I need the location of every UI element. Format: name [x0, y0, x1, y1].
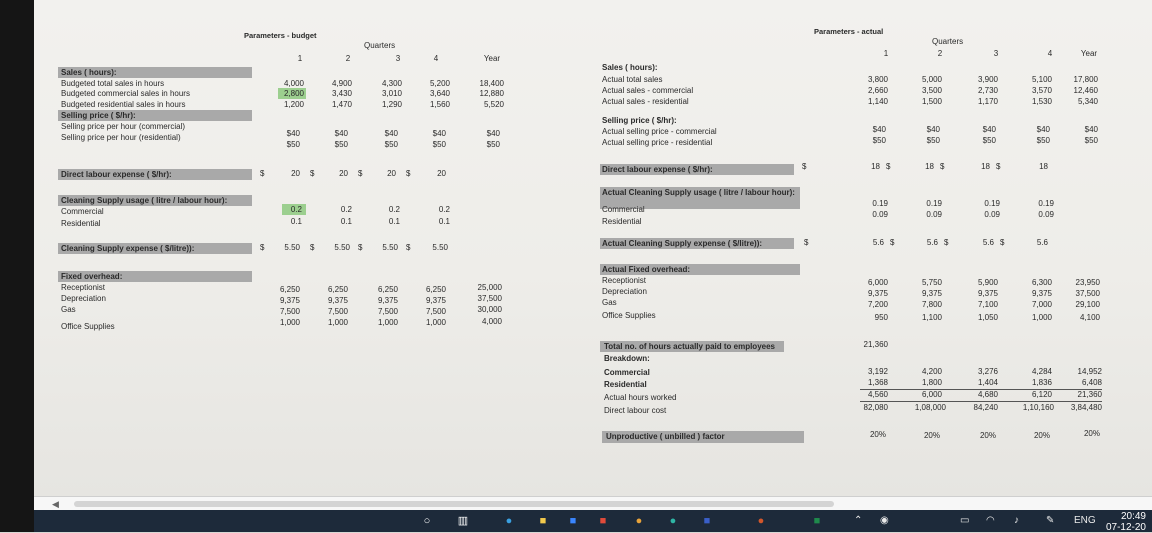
budget-cell[interactable]: 20: [387, 169, 396, 178]
budget-cell[interactable]: 3,010: [381, 89, 402, 98]
actual-cell[interactable]: $: [804, 238, 809, 247]
actual-cell[interactable]: 84,240: [973, 403, 998, 412]
actual-cell[interactable]: 9,375: [867, 289, 888, 298]
budget-cell[interactable]: $40: [486, 129, 500, 138]
actual-cell[interactable]: 3,900: [977, 75, 998, 84]
actual-row-label: Actual sales - commercial: [602, 86, 694, 95]
actual-cell[interactable]: 23,950: [1075, 278, 1100, 287]
budget-cell[interactable]: 0.1: [438, 217, 450, 226]
budget-row-label: Residential: [61, 219, 101, 228]
actual-cell[interactable]: 5,900: [977, 278, 998, 287]
budget-row-label: Receptionist: [61, 283, 106, 292]
actual-dl-header: Direct labour expense ( $/hr):: [602, 165, 713, 174]
app-icon-1[interactable]: ■: [599, 515, 607, 527]
actual-cell[interactable]: $50: [982, 136, 996, 145]
search-icon[interactable]: ○: [423, 515, 431, 527]
clock-time: 20:49: [1120, 511, 1146, 522]
budget-row-label: Gas: [61, 305, 76, 314]
actual-col-header: 1: [883, 49, 889, 58]
file-explorer-icon[interactable]: ■: [539, 515, 547, 527]
actual-cell[interactable]: 21,360: [1077, 390, 1102, 399]
actual-cell[interactable]: $40: [1036, 125, 1050, 134]
budget-cell[interactable]: 0.2: [290, 205, 302, 214]
budget-cell[interactable]: 5.50: [334, 243, 350, 252]
actual-row-label: Actual selling price - residential: [602, 138, 713, 147]
budget-cell[interactable]: 5.50: [284, 243, 300, 252]
budget-cell[interactable]: $: [260, 169, 265, 178]
budget-col-header: Year: [483, 54, 501, 63]
actual-quarters-label: Quarters: [932, 37, 964, 46]
pen-icon[interactable]: ✎: [1046, 515, 1055, 526]
actual-row-label: Residential: [602, 217, 642, 226]
budget-cell[interactable]: 1,000: [425, 318, 446, 327]
actual-cell[interactable]: 1,140: [867, 97, 888, 106]
actual-cell[interactable]: 3,84,480: [1070, 403, 1102, 412]
actual-cell[interactable]: 1,500: [921, 97, 942, 106]
budget-row-label: Budgeted residential sales in hours: [61, 100, 186, 109]
actual-row-label: Commercial: [604, 368, 650, 377]
actual-row-label: Depreciation: [602, 287, 647, 296]
actual-cell[interactable]: 6,300: [1031, 278, 1052, 287]
actual-cell[interactable]: $50: [926, 136, 940, 145]
actual-cell[interactable]: 5.6: [1036, 238, 1048, 247]
actual-cell[interactable]: 21,360: [863, 340, 888, 349]
budget-cell[interactable]: 0.2: [438, 205, 450, 214]
actual-cell[interactable]: 7,100: [977, 300, 998, 309]
budget-cell[interactable]: 4,000: [481, 317, 502, 326]
actual-cell[interactable]: 18: [1039, 162, 1048, 171]
budget-row-label: Depreciation: [61, 294, 106, 303]
powerpoint-icon[interactable]: ●: [757, 515, 765, 527]
volume-icon[interactable]: ♪: [1014, 515, 1019, 526]
actual-cell[interactable]: $: [996, 162, 1001, 171]
store-icon[interactable]: ■: [569, 515, 577, 527]
scroll-left-arrow-icon[interactable]: ◀: [52, 499, 59, 509]
actual-cell[interactable]: 3,500: [921, 86, 942, 95]
task-view-icon[interactable]: ▥: [457, 515, 469, 527]
actual-cell[interactable]: 7,000: [1031, 300, 1052, 309]
budget-cell[interactable]: $: [310, 169, 315, 178]
taskbar: [34, 510, 1152, 532]
actual-cell[interactable]: $: [1000, 238, 1005, 247]
actual-cell[interactable]: 1,530: [1031, 97, 1052, 106]
budget-cell[interactable]: 6,250: [377, 285, 398, 294]
budget-quarters-label: Quarters: [364, 41, 396, 50]
actual-cell[interactable]: 9,375: [1031, 289, 1052, 298]
actual-cs-header: Actual Cleaning Supply usage ( litre / labour hour):: [602, 188, 795, 197]
actual-cell[interactable]: 1,170: [977, 97, 998, 106]
actual-cell[interactable]: 6,000: [867, 278, 888, 287]
budget-cell[interactable]: 7,500: [327, 307, 348, 316]
network-icon[interactable]: ◠: [986, 515, 995, 526]
actual-cell[interactable]: 3,570: [1031, 86, 1052, 95]
budget-cell[interactable]: 25,000: [477, 283, 502, 292]
spreadsheet-grid[interactable]: [34, 0, 1152, 496]
actual-hours-header: Total no. of hours actually paid to employees: [604, 342, 775, 351]
actual-cse-header: Actual Cleaning Supply expense ( $/litre)):: [602, 239, 763, 248]
budget-cell[interactable]: $40: [384, 129, 398, 138]
actual-cell[interactable]: 1,000: [1031, 313, 1052, 322]
budget-row-label: Selling price per hour (commercial): [61, 122, 186, 131]
budget-cell[interactable]: $40: [432, 129, 446, 138]
budget-cell[interactable]: 9,375: [425, 296, 446, 305]
budget-row-label: Budgeted commercial sales in hours: [61, 89, 190, 98]
language-indicator[interactable]: ENG: [1074, 515, 1096, 526]
budget-row-label: Selling price per hour (residential): [61, 133, 181, 142]
actual-cell[interactable]: 9,375: [977, 289, 998, 298]
budget-cell[interactable]: $50: [486, 140, 500, 149]
budget-cell[interactable]: $: [406, 243, 411, 252]
actual-cell[interactable]: $50: [872, 136, 886, 145]
budget-row-label: Budgeted total sales in hours: [61, 79, 165, 88]
budget-cell[interactable]: 3,430: [331, 89, 352, 98]
actual-cell[interactable]: 0.19: [872, 199, 888, 208]
actual-cell[interactable]: $: [944, 238, 949, 247]
actual-cell[interactable]: 2,730: [977, 86, 998, 95]
actual-row-label: Actual hours worked: [604, 393, 677, 402]
actual-cell[interactable]: 1,836: [1031, 378, 1052, 387]
actual-cell[interactable]: 1,050: [977, 313, 998, 322]
budget-col-header: 1: [297, 54, 303, 63]
actual-row-label: Receptionist: [602, 276, 647, 285]
actual-cell[interactable]: 4,100: [1079, 313, 1100, 322]
budget-cell[interactable]: 0.1: [290, 217, 302, 226]
budget-cell[interactable]: 1,000: [377, 318, 398, 327]
budget-cell[interactable]: 4,900: [331, 79, 352, 88]
actual-row-label: Commercial: [602, 205, 645, 214]
budget-col-header: 4: [433, 54, 439, 63]
actual-breakdown-label: Breakdown:: [604, 354, 650, 363]
chrome-icon[interactable]: ●: [635, 515, 643, 527]
budget-cse-header: Cleaning Supply expense ( $/litre)):: [61, 244, 195, 253]
actual-col-header: 4: [1047, 49, 1053, 58]
budget-cell[interactable]: 5,520: [483, 100, 504, 109]
actual-cell[interactable]: 4,680: [977, 390, 998, 399]
actual-cell[interactable]: 6,000: [921, 390, 942, 399]
actual-unprod-header: Unproductive ( unbilled ) factor: [606, 432, 725, 441]
budget-cell[interactable]: 2,800: [283, 89, 304, 98]
budget-row-label: Office Supplies: [61, 322, 115, 331]
actual-cell[interactable]: 4,284: [1031, 367, 1052, 376]
actual-row-label: Actual total sales: [602, 75, 663, 84]
scroll-thumb[interactable]: [74, 501, 834, 507]
budget-cell[interactable]: 9,375: [327, 296, 348, 305]
clock[interactable]: [1106, 511, 1146, 533]
horizontal-scrollbar[interactable]: [34, 496, 1152, 511]
actual-cell[interactable]: 4,560: [867, 390, 888, 399]
actual-cell[interactable]: 6,408: [1081, 378, 1102, 387]
actual-cell[interactable]: 12,460: [1073, 86, 1098, 95]
actual-cell[interactable]: 4,200: [921, 367, 942, 376]
actual-col-header: 2: [937, 49, 943, 58]
actual-cell[interactable]: 18: [981, 162, 990, 171]
actual-cell[interactable]: 20%: [869, 430, 886, 439]
budget-cell[interactable]: 6,250: [425, 285, 446, 294]
budget-cell[interactable]: 7,500: [425, 307, 446, 316]
actual-col-header: Year: [1080, 49, 1098, 58]
budget-cell[interactable]: $50: [286, 140, 300, 149]
actual-cell[interactable]: 9,375: [921, 289, 942, 298]
actual-cell[interactable]: $50: [1084, 136, 1098, 145]
battery-icon[interactable]: ▭: [960, 515, 970, 526]
budget-cell[interactable]: $50: [432, 140, 446, 149]
budget-cell[interactable]: 18,400: [479, 79, 504, 88]
actual-col-header: 3: [993, 49, 999, 58]
budget-cell[interactable]: 3,640: [429, 89, 450, 98]
actual-cell[interactable]: 5.6: [872, 238, 884, 247]
actual-row-label: Residential: [604, 380, 647, 389]
actual-cell[interactable]: 950: [874, 313, 888, 322]
actual-cell[interactable]: 1,08,000: [914, 403, 946, 412]
actual-cell[interactable]: 6,120: [1031, 390, 1052, 399]
actual-cell[interactable]: $40: [982, 125, 996, 134]
clock-date: 07-12-20: [1105, 522, 1146, 533]
actual-cell[interactable]: 18: [871, 162, 880, 171]
actual-cell[interactable]: $: [886, 162, 891, 171]
actual-cell[interactable]: $50: [1036, 136, 1050, 145]
actual-cell[interactable]: 5,750: [921, 278, 942, 287]
budget-cell[interactable]: 4,000: [283, 79, 304, 88]
budget-cell[interactable]: 30,000: [477, 305, 502, 314]
budget-price-header: Selling price ( $/hr):: [61, 111, 136, 120]
budget-cell[interactable]: $40: [286, 129, 300, 138]
actual-cell[interactable]: 3,800: [867, 75, 888, 84]
actual-cell[interactable]: 20%: [923, 431, 940, 440]
budget-cell[interactable]: 20: [339, 169, 348, 178]
budget-cell[interactable]: 6,250: [327, 285, 348, 294]
budget-cell[interactable]: 5.50: [382, 243, 398, 252]
actual-cell[interactable]: 29,100: [1075, 300, 1100, 309]
chevron-up-icon[interactable]: ⌃: [854, 515, 863, 526]
budget-dl-header: Direct labour expense ( $/hr):: [61, 170, 172, 179]
actual-cell[interactable]: 1,800: [921, 378, 942, 387]
budget-cell[interactable]: 0.1: [388, 217, 400, 226]
budget-cell[interactable]: 1,200: [283, 100, 304, 109]
actual-cell[interactable]: $: [890, 238, 895, 247]
actual-cell[interactable]: 5,100: [1031, 75, 1052, 84]
actual-cell[interactable]: 3,192: [867, 367, 888, 376]
actual-cell[interactable]: 37,500: [1075, 289, 1100, 298]
budget-cell[interactable]: 5,200: [429, 79, 450, 88]
budget-sales-header: Sales ( hours):: [61, 68, 117, 77]
word-icon[interactable]: ■: [703, 515, 711, 527]
actual-row-label: Gas: [602, 298, 617, 307]
budget-cell[interactable]: 5.50: [432, 243, 448, 252]
budget-cs-header: Cleaning Supply usage ( litre / labour hour):: [61, 196, 228, 205]
actual-cell[interactable]: 7,200: [867, 300, 888, 309]
actual-cell[interactable]: 0.09: [926, 210, 942, 219]
budget-cell[interactable]: $: [310, 243, 315, 252]
excel-icon[interactable]: ■: [813, 515, 821, 527]
actual-cell[interactable]: 0.19: [1038, 199, 1054, 208]
actual-cell[interactable]: 5,340: [1077, 97, 1098, 106]
budget-cell[interactable]: 37,500: [477, 294, 502, 303]
edge-browser-icon[interactable]: ●: [505, 515, 513, 527]
budget-cell[interactable]: $: [358, 243, 363, 252]
budget-cell[interactable]: 4,300: [381, 79, 402, 88]
budget-title: Parameters - budget: [244, 31, 317, 40]
budget-cell[interactable]: 9,375: [377, 296, 398, 305]
actual-cell[interactable]: 20%: [979, 431, 996, 440]
actual-row-label: Office Supplies: [602, 311, 656, 320]
actual-cell[interactable]: $: [802, 162, 807, 171]
budget-cell[interactable]: 6,250: [279, 285, 300, 294]
budget-cell[interactable]: 7,500: [377, 307, 398, 316]
actual-cell[interactable]: 0.09: [872, 210, 888, 219]
actual-row-label: Actual sales - residential: [602, 97, 689, 106]
budget-cell[interactable]: 12,880: [479, 89, 504, 98]
budget-cell[interactable]: 7,500: [279, 307, 300, 316]
actual-cell[interactable]: 1,100: [921, 313, 942, 322]
actual-title: Parameters - actual: [814, 27, 884, 36]
budget-cell[interactable]: 0.1: [340, 217, 352, 226]
budget-cell[interactable]: $: [260, 243, 265, 252]
actual-cell[interactable]: 1,10,160: [1022, 403, 1054, 412]
actual-cell[interactable]: 5,000: [921, 75, 942, 84]
actual-cell[interactable]: 1,368: [867, 378, 888, 387]
actual-cell[interactable]: 2,660: [867, 86, 888, 95]
budget-cell[interactable]: 0.2: [340, 205, 352, 214]
budget-cell[interactable]: 20: [437, 169, 446, 178]
actual-cell[interactable]: $40: [872, 125, 886, 134]
budget-cell[interactable]: 9,375: [279, 296, 300, 305]
sum-underline: [860, 401, 1102, 402]
budget-cell[interactable]: 0.2: [388, 205, 400, 214]
budget-fo-header: Fixed overhead:: [61, 272, 123, 281]
actual-cell[interactable]: 1,404: [977, 378, 998, 387]
budget-cell[interactable]: $50: [384, 140, 398, 149]
budget-cell[interactable]: 1,000: [279, 318, 300, 327]
actual-cell[interactable]: $40: [1084, 125, 1098, 134]
actual-cell[interactable]: 0.09: [1038, 210, 1054, 219]
actual-cell[interactable]: 20%: [1083, 429, 1100, 438]
actual-cell[interactable]: 82,080: [863, 403, 888, 412]
actual-cell[interactable]: 14,952: [1077, 367, 1102, 376]
budget-row-label: Commercial: [61, 207, 104, 216]
budget-cell[interactable]: $: [358, 169, 363, 178]
actual-cell[interactable]: 17,800: [1073, 75, 1098, 84]
screen-bezel: [0, 0, 34, 532]
actual-row-label: Direct labour cost: [604, 406, 667, 415]
budget-cell[interactable]: $40: [334, 129, 348, 138]
actual-cell[interactable]: 20%: [1033, 431, 1050, 440]
actual-cell[interactable]: $: [940, 162, 945, 171]
budget-cell[interactable]: 20: [291, 169, 300, 178]
actual-cell[interactable]: 7,800: [921, 300, 942, 309]
actual-cell[interactable]: 0.19: [984, 199, 1000, 208]
actual-cell[interactable]: 5.6: [926, 238, 938, 247]
actual-cell[interactable]: 0.19: [926, 199, 942, 208]
actual-row-label: Actual selling price - commercial: [602, 127, 717, 136]
meet-icon[interactable]: ◉: [880, 515, 889, 526]
budget-col-header: 2: [345, 54, 351, 63]
actual-cell[interactable]: 3,276: [977, 367, 998, 376]
actual-cell[interactable]: 5.6: [982, 238, 994, 247]
budget-cell[interactable]: 1,290: [381, 100, 402, 109]
budget-cell[interactable]: 1,560: [429, 100, 450, 109]
budget-cell[interactable]: 1,470: [331, 100, 352, 109]
actual-cell[interactable]: $40: [926, 125, 940, 134]
budget-cell[interactable]: 1,000: [327, 318, 348, 327]
budget-cell[interactable]: $50: [334, 140, 348, 149]
budget-cell[interactable]: $: [406, 169, 411, 178]
app-icon-2[interactable]: ●: [669, 515, 677, 527]
budget-col-header: 3: [395, 54, 401, 63]
actual-sales-header: Sales ( hours):: [602, 63, 658, 72]
actual-cell[interactable]: 18: [925, 162, 934, 171]
actual-cell[interactable]: 0.09: [984, 210, 1000, 219]
actual-fo-header: Actual Fixed overhead:: [602, 265, 691, 274]
actual-price-header: Selling price ( $/hr):: [602, 116, 677, 125]
